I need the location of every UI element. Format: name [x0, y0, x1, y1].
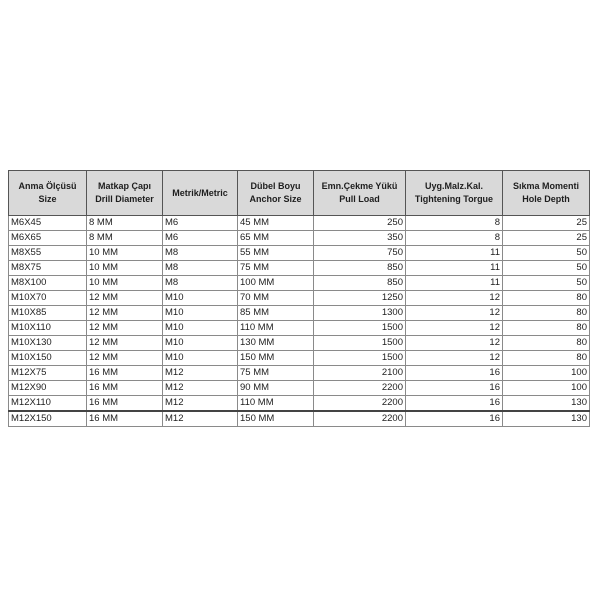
size-cell: M8X75 [9, 261, 87, 276]
hole-depth-cell: 130 [503, 411, 590, 427]
size-cell: M10X130 [9, 336, 87, 351]
hole-depth-cell: 80 [503, 321, 590, 336]
metric-cell: M10 [163, 336, 238, 351]
size-cell: M10X85 [9, 306, 87, 321]
metric-header [163, 171, 238, 216]
metric-cell: M12 [163, 411, 238, 427]
drill-diameter-cell: 16 MM [87, 381, 163, 396]
hole-depth-cell: 50 [503, 276, 590, 291]
anchor-size-cell: 90 MM [238, 381, 314, 396]
hole-depth-cell: 25 [503, 216, 590, 231]
metric-cell: M8 [163, 261, 238, 276]
pull-load-cell: 2200 [314, 381, 406, 396]
drill-diameter-cell: 10 MM [87, 261, 163, 276]
anchor-spec-table [8, 170, 590, 427]
tightening-torque-cell: 12 [406, 291, 503, 306]
size-cell: M12X90 [9, 381, 87, 396]
table-header-row [9, 171, 590, 216]
size-cell: M12X75 [9, 366, 87, 381]
metric-cell: M10 [163, 321, 238, 336]
hole-depth-cell: 80 [503, 351, 590, 366]
drill-diameter-cell: 12 MM [87, 306, 163, 321]
header-line: Matkap Çapı [97, 181, 151, 191]
tightening-torque-cell: 16 [406, 366, 503, 381]
header-line: Dübel Boyu [250, 181, 301, 191]
pull-load-cell: 1300 [314, 306, 406, 321]
drill-diameter-cell: 12 MM [87, 336, 163, 351]
tightening-torque-cell: 11 [406, 276, 503, 291]
anchor-size-cell: 55 MM [238, 246, 314, 261]
drill-diameter-cell: 16 MM [87, 396, 163, 412]
hole-depth-cell: 100 [503, 366, 590, 381]
metric-cell: M8 [163, 246, 238, 261]
hole-depth-cell: 50 [503, 261, 590, 276]
table-row [9, 246, 590, 261]
tightening-torque-cell: 8 [406, 231, 503, 246]
table-row [9, 216, 590, 231]
hole-depth-cell: 80 [503, 306, 590, 321]
header-line: Metrik/Metric [172, 187, 228, 198]
anchor-size-cell: 70 MM [238, 291, 314, 306]
anchor-size-cell: 110 MM [238, 321, 314, 336]
anchor-size-cell: 85 MM [238, 306, 314, 321]
table-row [9, 291, 590, 306]
tightening-torque-cell: 11 [406, 246, 503, 261]
tightening-torque-cell: 16 [406, 396, 503, 412]
header-line: Anchor Size [249, 194, 302, 204]
pull-load-cell: 250 [314, 216, 406, 231]
metric-cell: M12 [163, 396, 238, 412]
pull-load-cell: 2100 [314, 366, 406, 381]
table-row [9, 411, 590, 427]
hole-depth-cell: 80 [503, 336, 590, 351]
hole-depth-cell: 50 [503, 246, 590, 261]
header-line: Drill Diameter [95, 194, 154, 204]
pull-load-cell: 350 [314, 231, 406, 246]
table-row [9, 321, 590, 336]
tightening-torque-cell: 8 [406, 216, 503, 231]
header-line: Pull Load [339, 194, 380, 204]
size-cell: M10X70 [9, 291, 87, 306]
pull-load-header [314, 171, 406, 216]
table-row [9, 276, 590, 291]
size-cell: M6X65 [9, 231, 87, 246]
size-cell: M10X110 [9, 321, 87, 336]
pull-load-cell: 1500 [314, 321, 406, 336]
header-line: Uyg.Malz.Kal. [424, 181, 483, 191]
drill-diameter-cell: 16 MM [87, 366, 163, 381]
hole-depth-cell: 130 [503, 396, 590, 412]
metric-cell: M6 [163, 216, 238, 231]
anchor-size-cell: 100 MM [238, 276, 314, 291]
tightening-torque-cell: 11 [406, 261, 503, 276]
tightening-torque-header [406, 171, 503, 216]
header-line: Anma Ölçüsü [18, 181, 77, 191]
table-body [9, 216, 590, 427]
size-cell: M12X110 [9, 396, 87, 412]
header-line: Size [38, 194, 57, 204]
table-row [9, 381, 590, 396]
metric-cell: M8 [163, 276, 238, 291]
drill-diameter-cell: 10 MM [87, 276, 163, 291]
pull-load-cell: 750 [314, 246, 406, 261]
pull-load-cell: 2200 [314, 396, 406, 412]
anchor-size-cell: 150 MM [238, 351, 314, 366]
header-line: Sıkma Momenti [512, 181, 579, 191]
hole-depth-cell: 25 [503, 231, 590, 246]
tightening-torque-cell: 12 [406, 351, 503, 366]
drill-diameter-cell: 16 MM [87, 411, 163, 427]
table-row [9, 396, 590, 412]
hole-depth-cell: 100 [503, 381, 590, 396]
metric-cell: M12 [163, 381, 238, 396]
tightening-torque-cell: 12 [406, 306, 503, 321]
anchor-size-cell: 150 MM [238, 411, 314, 427]
table-row [9, 306, 590, 321]
metric-cell: M10 [163, 306, 238, 321]
metric-cell: M6 [163, 231, 238, 246]
drill-diameter-cell: 12 MM [87, 291, 163, 306]
header-line: Hole Depth [522, 194, 570, 204]
pull-load-cell: 850 [314, 261, 406, 276]
tightening-torque-cell: 12 [406, 321, 503, 336]
tightening-torque-cell: 12 [406, 336, 503, 351]
anchor-size-cell: 65 MM [238, 231, 314, 246]
table-row [9, 261, 590, 276]
table-row [9, 231, 590, 246]
metric-cell: M12 [163, 366, 238, 381]
metric-cell: M10 [163, 291, 238, 306]
pull-load-cell: 1500 [314, 336, 406, 351]
tightening-torque-cell: 16 [406, 411, 503, 427]
size-cell: M6X45 [9, 216, 87, 231]
size-cell: M8X55 [9, 246, 87, 261]
anchor-size-cell: 45 MM [238, 216, 314, 231]
drill-diameter-header [87, 171, 163, 216]
table-row [9, 366, 590, 381]
drill-diameter-cell: 12 MM [87, 321, 163, 336]
size-cell: M8X100 [9, 276, 87, 291]
pull-load-cell: 1250 [314, 291, 406, 306]
table-row [9, 351, 590, 366]
drill-diameter-cell: 10 MM [87, 246, 163, 261]
anchor-size-cell: 130 MM [238, 336, 314, 351]
anchor-size-cell: 75 MM [238, 366, 314, 381]
header-line: Tightening Torgue [414, 194, 494, 204]
anchor-size-cell: 75 MM [238, 261, 314, 276]
pull-load-cell: 850 [314, 276, 406, 291]
size-cell: M10X150 [9, 351, 87, 366]
hole-depth-cell: 80 [503, 291, 590, 306]
anchor-size-header [238, 171, 314, 216]
size-cell: M12X150 [9, 411, 87, 427]
pull-load-cell: 2200 [314, 411, 406, 427]
pull-load-cell: 1500 [314, 351, 406, 366]
hole-depth-header [503, 171, 590, 216]
drill-diameter-cell: 12 MM [87, 351, 163, 366]
header-line: Emn.Çekme Yükü [321, 181, 398, 191]
drill-diameter-cell: 8 MM [87, 216, 163, 231]
metric-cell: M10 [163, 351, 238, 366]
size-header [9, 171, 87, 216]
drill-diameter-cell: 8 MM [87, 231, 163, 246]
anchor-size-cell: 110 MM [238, 396, 314, 412]
tightening-torque-cell: 16 [406, 381, 503, 396]
table-row [9, 336, 590, 351]
